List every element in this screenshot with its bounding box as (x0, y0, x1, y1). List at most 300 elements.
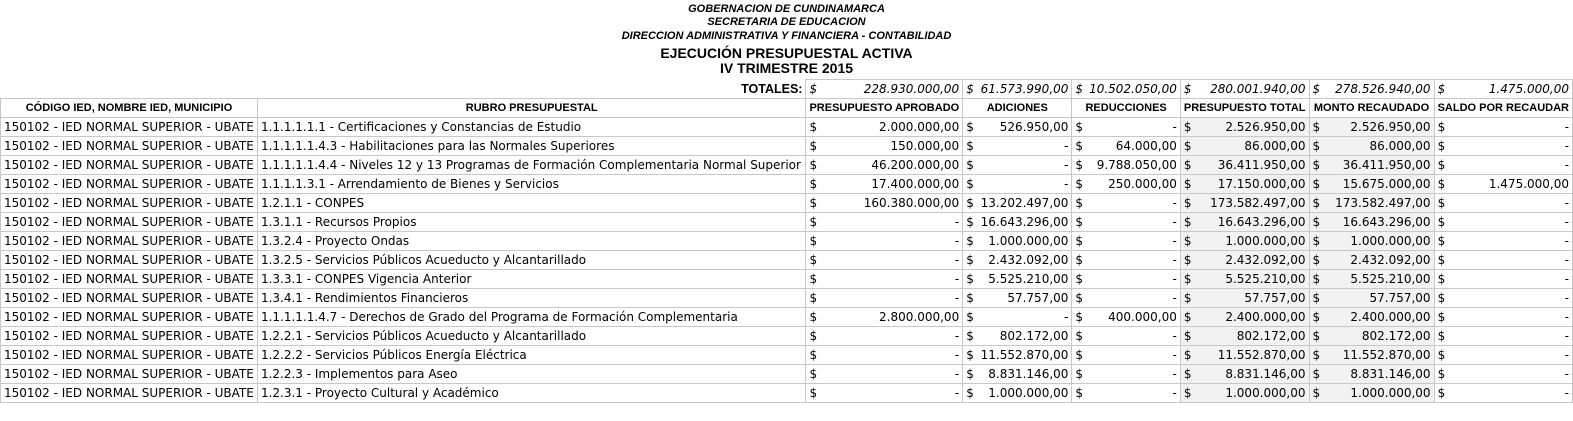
currency-symbol: $ (1312, 329, 1321, 343)
cell-rubro: 1.3.3.1 - CONPES Vigencia Anterior (257, 270, 806, 289)
currency-symbol: $ (1312, 82, 1321, 96)
currency-symbol: $ (1183, 82, 1192, 96)
currency-symbol: $ (809, 272, 818, 286)
amount: 1.000.000,00 (1350, 234, 1431, 248)
currency-symbol: $ (1312, 215, 1321, 229)
amount: 1.000.000,00 (1350, 386, 1431, 400)
amount: 2.400.000,00 (1225, 310, 1306, 324)
amount: - (1564, 329, 1569, 343)
currency-symbol: $ (1437, 139, 1446, 153)
table-row (1, 156, 1573, 175)
col-header-adiciones: ADICIONES (963, 99, 1072, 118)
cell-adiciones (963, 251, 1072, 270)
cell-reducciones (1072, 308, 1180, 327)
cell-reducciones (1072, 270, 1180, 289)
amount: 2.800.000,00 (879, 310, 960, 324)
amount: - (1064, 139, 1069, 153)
amount: - (954, 329, 960, 343)
cell-reducciones (1072, 251, 1180, 270)
currency-symbol: $ (1075, 139, 1084, 153)
currency-symbol: $ (1183, 177, 1192, 191)
cell-monto-recaudado (1309, 365, 1434, 384)
currency-symbol: $ (1312, 253, 1321, 267)
cell-presupuesto-aprobado (806, 308, 963, 327)
amount: - (1564, 120, 1569, 134)
cell-presupuesto-aprobado (806, 327, 963, 346)
currency-symbol: $ (1183, 234, 1192, 248)
cell-monto-recaudado (1309, 346, 1434, 365)
cell-rubro: 1.3.2.5 - Servicios Públicos Acueducto y Alcantarillado (257, 251, 806, 270)
amount: - (1564, 367, 1569, 381)
col-header-presupuesto-total: PRESUPUESTO TOTAL (1180, 99, 1309, 118)
currency-symbol: $ (809, 120, 818, 134)
cell-presupuesto-total (1180, 156, 1309, 175)
currency-symbol: $ (966, 177, 974, 191)
cell-saldo-por-recaudar (1434, 270, 1572, 289)
table-row (1, 118, 1573, 137)
amount: - (1172, 386, 1177, 400)
totals-label: TOTALES: (257, 80, 806, 99)
amount: - (1064, 310, 1069, 324)
amount: 8.831.146,00 (1350, 367, 1431, 381)
cell-ied: 150102 - IED NORMAL SUPERIOR - UBATE (1, 175, 258, 194)
amount: 2.000.000,00 (879, 120, 960, 134)
cell-monto-recaudado (1309, 118, 1434, 137)
amount: 16.643.296,00 (1217, 215, 1306, 229)
currency-symbol: $ (1437, 272, 1446, 286)
amount: - (954, 272, 960, 286)
amount: - (1064, 177, 1069, 191)
currency-symbol: $ (1312, 310, 1321, 324)
currency-symbol: $ (966, 158, 974, 172)
amount: 17.150.000,00 (1217, 177, 1306, 191)
cell-monto-recaudado (1309, 175, 1434, 194)
currency-symbol: $ (1075, 82, 1084, 96)
cell-rubro: 1.2.2.3 - Implementos para Aseo (257, 365, 806, 384)
total-reducciones (1072, 80, 1180, 99)
cell-adiciones (963, 118, 1072, 137)
cell-saldo-por-recaudar (1434, 232, 1572, 251)
currency-symbol: $ (1437, 82, 1446, 96)
cell-saldo-por-recaudar (1434, 137, 1572, 156)
cell-adiciones (963, 137, 1072, 156)
cell-reducciones (1072, 365, 1180, 384)
currency-symbol: $ (809, 158, 818, 172)
cell-presupuesto-aprobado (806, 270, 963, 289)
currency-symbol: $ (1312, 196, 1321, 210)
currency-symbol: $ (966, 291, 974, 305)
cell-presupuesto-aprobado (806, 175, 963, 194)
currency-symbol: $ (1075, 215, 1084, 229)
amount: - (1564, 386, 1569, 400)
currency-symbol: $ (1437, 329, 1446, 343)
cell-rubro: 1.1.1.1.1.4.7 - Derechos de Grado del Programa de Formación Complementaria (257, 308, 806, 327)
cell-monto-recaudado (1309, 194, 1434, 213)
currency-symbol: $ (1183, 367, 1192, 381)
cell-presupuesto-aprobado (806, 289, 963, 308)
cell-monto-recaudado (1309, 327, 1434, 346)
table-row (1, 137, 1573, 156)
cell-ied: 150102 - IED NORMAL SUPERIOR - UBATE (1, 384, 258, 403)
cell-rubro: 1.2.2.1 - Servicios Públicos Acueducto y Alcantarillado (257, 327, 806, 346)
cell-adiciones (963, 327, 1072, 346)
cell-ied: 150102 - IED NORMAL SUPERIOR - UBATE (1, 232, 258, 251)
cell-saldo-por-recaudar (1434, 251, 1572, 270)
amount: 16.643.296,00 (1342, 215, 1431, 229)
amount: 8.831.146,00 (988, 367, 1069, 381)
col-header-monto-recaudado: MONTO RECAUDADO (1309, 99, 1434, 118)
amount: 526.950,00 (999, 120, 1069, 134)
amount: 2.432.092,00 (1350, 253, 1431, 267)
cell-rubro: 1.3.2.4 - Proyecto Ondas (257, 232, 806, 251)
cell-presupuesto-aprobado (806, 118, 963, 137)
amount: - (954, 291, 960, 305)
table-row (1, 270, 1573, 289)
cell-adiciones (963, 270, 1072, 289)
total-monto-recaudado (1309, 80, 1434, 99)
cell-adiciones (963, 175, 1072, 194)
amount: - (954, 253, 960, 267)
currency-symbol: $ (1312, 291, 1321, 305)
total-saldo-por-recaudar (1434, 80, 1572, 99)
cell-reducciones (1072, 194, 1180, 213)
amount: 1.475.000,00 (1488, 177, 1569, 191)
currency-symbol: $ (1075, 177, 1084, 191)
cell-ied: 150102 - IED NORMAL SUPERIOR - UBATE (1, 118, 258, 137)
amount: - (1172, 234, 1177, 248)
table-row (1, 365, 1573, 384)
table-body (1, 80, 1573, 403)
cell-ied: 150102 - IED NORMAL SUPERIOR - UBATE (1, 289, 258, 308)
currency-symbol: $ (966, 120, 974, 134)
cell-presupuesto-aprobado (806, 365, 963, 384)
currency-symbol: $ (1075, 367, 1084, 381)
currency-symbol: $ (1183, 310, 1192, 324)
currency-symbol: $ (1183, 253, 1192, 267)
amount: - (1564, 348, 1569, 362)
amount: - (1564, 139, 1569, 153)
amount: 250.000,00 (1108, 177, 1177, 191)
cell-reducciones (1072, 118, 1180, 137)
amount: 46.200.000,00 (871, 158, 960, 172)
amount: 64.000,00 (1115, 139, 1177, 153)
amount: 86.000,00 (1244, 139, 1306, 153)
amount: 10.502.050,00 (1089, 82, 1177, 96)
currency-symbol: $ (1437, 386, 1446, 400)
cell-presupuesto-aprobado (806, 232, 963, 251)
currency-symbol: $ (809, 310, 818, 324)
currency-symbol: $ (1437, 291, 1446, 305)
col-header-rubro: RUBRO PRESUPUESTAL (257, 99, 806, 118)
amount: 9.788.050,00 (1096, 158, 1177, 172)
table-row (1, 308, 1573, 327)
currency-symbol: $ (966, 139, 974, 153)
amount: - (1172, 272, 1177, 286)
amount: - (1564, 310, 1569, 324)
cell-reducciones (1072, 175, 1180, 194)
amount: 13.202.497,00 (980, 196, 1069, 210)
currency-symbol: $ (1075, 291, 1084, 305)
amount: - (1172, 215, 1177, 229)
amount: 1.000.000,00 (988, 386, 1069, 400)
currency-symbol: $ (1312, 177, 1321, 191)
cell-ied: 150102 - IED NORMAL SUPERIOR - UBATE (1, 327, 258, 346)
amount: 15.675.000,00 (1342, 177, 1431, 191)
cell-presupuesto-total (1180, 118, 1309, 137)
amount: 57.757,00 (1244, 291, 1306, 305)
currency-symbol: $ (809, 215, 818, 229)
cell-saldo-por-recaudar (1434, 213, 1572, 232)
cell-saldo-por-recaudar (1434, 308, 1572, 327)
currency-symbol: $ (1183, 215, 1192, 229)
currency-symbol: $ (1075, 234, 1084, 248)
amount: 17.400.000,00 (871, 177, 960, 191)
amount: 2.526.950,00 (1225, 120, 1306, 134)
total-presupuesto-aprobado (806, 80, 963, 99)
amount: 1.000.000,00 (1225, 234, 1306, 248)
cell-presupuesto-total (1180, 137, 1309, 156)
currency-symbol: $ (809, 291, 818, 305)
cell-adiciones (963, 289, 1072, 308)
currency-symbol: $ (1437, 158, 1446, 172)
cell-reducciones (1072, 384, 1180, 403)
amount: - (954, 367, 960, 381)
currency-symbol: $ (1075, 196, 1084, 210)
cell-monto-recaudado (1309, 156, 1434, 175)
currency-symbol: $ (966, 196, 974, 210)
cell-presupuesto-aprobado (806, 156, 963, 175)
cell-saldo-por-recaudar (1434, 194, 1572, 213)
department-name: SECRETARIA DE EDUCACION (707, 16, 866, 28)
amount: 802.172,00 (999, 329, 1069, 343)
cell-saldo-por-recaudar (1434, 156, 1572, 175)
cell-ied: 150102 - IED NORMAL SUPERIOR - UBATE (1, 251, 258, 270)
currency-symbol: $ (1312, 272, 1321, 286)
amount: - (1172, 253, 1177, 267)
cell-adiciones (963, 156, 1072, 175)
currency-symbol: $ (1437, 234, 1446, 248)
currency-symbol: $ (809, 329, 818, 343)
currency-symbol: $ (1075, 120, 1084, 134)
cell-rubro: 1.3.1.1 - Recursos Propios (257, 213, 806, 232)
amount: 2.526.950,00 (1350, 120, 1431, 134)
currency-symbol: $ (966, 272, 974, 286)
currency-symbol: $ (1075, 329, 1084, 343)
amount: 5.525.210,00 (1225, 272, 1306, 286)
currency-symbol: $ (1183, 348, 1192, 362)
cell-reducciones (1072, 137, 1180, 156)
cell-adiciones (963, 308, 1072, 327)
amount: 2.432.092,00 (1225, 253, 1306, 267)
cell-presupuesto-total (1180, 308, 1309, 327)
amount: 11.552.870,00 (1217, 348, 1306, 362)
currency-symbol: $ (1312, 158, 1321, 172)
total-adiciones (963, 80, 1072, 99)
amount: 1.000.000,00 (988, 234, 1069, 248)
amount: - (954, 215, 960, 229)
currency-symbol: $ (809, 177, 818, 191)
amount: 1.000.000,00 (1225, 386, 1306, 400)
amount: 400.000,00 (1108, 310, 1177, 324)
table-row (1, 232, 1573, 251)
col-header-reducciones: REDUCCIONES (1072, 99, 1180, 118)
currency-symbol: $ (1075, 272, 1084, 286)
cell-adiciones (963, 384, 1072, 403)
currency-symbol: $ (1183, 386, 1192, 400)
currency-symbol: $ (1437, 367, 1446, 381)
column-header-row (1, 99, 1573, 118)
totals-spacer (1, 80, 258, 99)
cell-reducciones (1072, 327, 1180, 346)
cell-presupuesto-total (1180, 327, 1309, 346)
cell-rubro: 1.2.3.1 - Proyecto Cultural y Académico (257, 384, 806, 403)
currency-symbol: $ (1075, 253, 1084, 267)
cell-monto-recaudado (1309, 251, 1434, 270)
amount: 86.000,00 (1369, 139, 1431, 153)
cell-ied: 150102 - IED NORMAL SUPERIOR - UBATE (1, 365, 258, 384)
cell-saldo-por-recaudar (1434, 384, 1572, 403)
currency-symbol: $ (1075, 348, 1084, 362)
currency-symbol: $ (1075, 310, 1084, 324)
currency-symbol: $ (809, 196, 818, 210)
table-row (1, 346, 1573, 365)
currency-symbol: $ (1183, 120, 1192, 134)
amount: 5.525.210,00 (1350, 272, 1431, 286)
cell-monto-recaudado (1309, 308, 1434, 327)
amount: 2.400.000,00 (1350, 310, 1431, 324)
amount: - (1564, 253, 1569, 267)
report-title: EJECUCIÓN PRESUPUESTAL ACTIVA (660, 45, 913, 61)
amount: - (1564, 272, 1569, 286)
currency-symbol: $ (809, 367, 818, 381)
amount: 150.000,00 (890, 139, 960, 153)
amount: 2.432.092,00 (988, 253, 1069, 267)
cell-ied: 150102 - IED NORMAL SUPERIOR - UBATE (1, 308, 258, 327)
cell-presupuesto-aprobado (806, 137, 963, 156)
amount: 173.582.497,00 (1335, 196, 1431, 210)
cell-presupuesto-total (1180, 289, 1309, 308)
table-row (1, 327, 1573, 346)
amount: 11.552.870,00 (1342, 348, 1431, 362)
table-row (1, 194, 1573, 213)
currency-symbol: $ (1183, 291, 1192, 305)
cell-ied: 150102 - IED NORMAL SUPERIOR - UBATE (1, 194, 258, 213)
amount: 280.001.940,00 (1210, 82, 1306, 96)
cell-rubro: 1.1.1.1.1.1 - Certificaciones y Constancias de Estudio (257, 118, 806, 137)
amount: 36.411.950,00 (1217, 158, 1306, 172)
currency-symbol: $ (1437, 177, 1446, 191)
currency-symbol: $ (809, 386, 818, 400)
cell-adiciones (963, 346, 1072, 365)
amount: - (1172, 196, 1177, 210)
amount: 173.582.497,00 (1210, 196, 1306, 210)
amount: 278.526.940,00 (1335, 82, 1431, 96)
amount: 1.475.000,00 (1488, 82, 1569, 96)
currency-symbol: $ (1437, 310, 1446, 324)
currency-symbol: $ (1183, 329, 1192, 343)
currency-symbol: $ (1437, 196, 1446, 210)
col-header-presupuesto-aprobado: PRESUPUESTO APROBADO (806, 99, 963, 118)
amount: - (954, 348, 960, 362)
cell-ied: 150102 - IED NORMAL SUPERIOR - UBATE (1, 156, 258, 175)
cell-presupuesto-total (1180, 213, 1309, 232)
cell-monto-recaudado (1309, 137, 1434, 156)
cell-saldo-por-recaudar (1434, 175, 1572, 194)
cell-rubro: 1.1.1.1.1.4.4 - Niveles 12 y 13 Programas de Formación Complementaria Normal Superior (257, 156, 806, 175)
currency-symbol: $ (966, 386, 974, 400)
currency-symbol: $ (966, 215, 974, 229)
currency-symbol: $ (1183, 272, 1192, 286)
currency-symbol: $ (966, 329, 974, 343)
currency-symbol: $ (1183, 158, 1192, 172)
amount: - (1172, 348, 1177, 362)
cell-reducciones (1072, 346, 1180, 365)
currency-symbol: $ (809, 348, 818, 362)
amount: 57.757,00 (1007, 291, 1069, 305)
amount: 5.525.210,00 (988, 272, 1069, 286)
cell-adiciones (963, 365, 1072, 384)
currency-symbol: $ (1312, 386, 1321, 400)
totals-row (1, 80, 1573, 99)
currency-symbol: $ (1312, 139, 1321, 153)
amount: - (1064, 158, 1069, 172)
cell-saldo-por-recaudar (1434, 118, 1572, 137)
currency-symbol: $ (809, 253, 818, 267)
cell-monto-recaudado (1309, 213, 1434, 232)
cell-presupuesto-total (1180, 384, 1309, 403)
col-header-ied: CÓDIGO IED, NOMBRE IED, MUNICIPIO (1, 99, 258, 118)
cell-ied: 150102 - IED NORMAL SUPERIOR - UBATE (1, 270, 258, 289)
cell-ied: 150102 - IED NORMAL SUPERIOR - UBATE (1, 137, 258, 156)
cell-adiciones (963, 232, 1072, 251)
cell-monto-recaudado (1309, 384, 1434, 403)
cell-presupuesto-total (1180, 175, 1309, 194)
currency-symbol: $ (1183, 139, 1192, 153)
amount: - (1172, 120, 1177, 134)
amount: 57.757,00 (1369, 291, 1431, 305)
amount: - (1564, 215, 1569, 229)
currency-symbol: $ (966, 234, 974, 248)
cell-reducciones (1072, 156, 1180, 175)
currency-symbol: $ (966, 348, 974, 362)
budget-table (0, 79, 1573, 403)
currency-symbol: $ (1312, 120, 1321, 134)
amount: 8.831.146,00 (1225, 367, 1306, 381)
currency-symbol: $ (966, 82, 974, 96)
currency-symbol: $ (809, 139, 818, 153)
amount: 16.643.296,00 (980, 215, 1069, 229)
currency-symbol: $ (1075, 386, 1084, 400)
cell-saldo-por-recaudar (1434, 346, 1572, 365)
amount: 160.380.000,00 (863, 196, 960, 210)
cell-rubro: 1.2.2.2 - Servicios Públicos Energía Eléctrica (257, 346, 806, 365)
currency-symbol: $ (1312, 348, 1321, 362)
amount: - (1564, 234, 1569, 248)
cell-saldo-por-recaudar (1434, 327, 1572, 346)
table-row (1, 384, 1573, 403)
currency-symbol: $ (809, 82, 818, 96)
currency-symbol: $ (1312, 367, 1321, 381)
amount: 802.172,00 (1236, 329, 1306, 343)
cell-presupuesto-total (1180, 365, 1309, 384)
amount: - (954, 234, 960, 248)
currency-symbol: $ (966, 253, 974, 267)
currency-symbol: $ (966, 367, 974, 381)
currency-symbol: $ (1075, 158, 1084, 172)
amount: - (1172, 291, 1177, 305)
cell-reducciones (1072, 232, 1180, 251)
table-row (1, 213, 1573, 232)
